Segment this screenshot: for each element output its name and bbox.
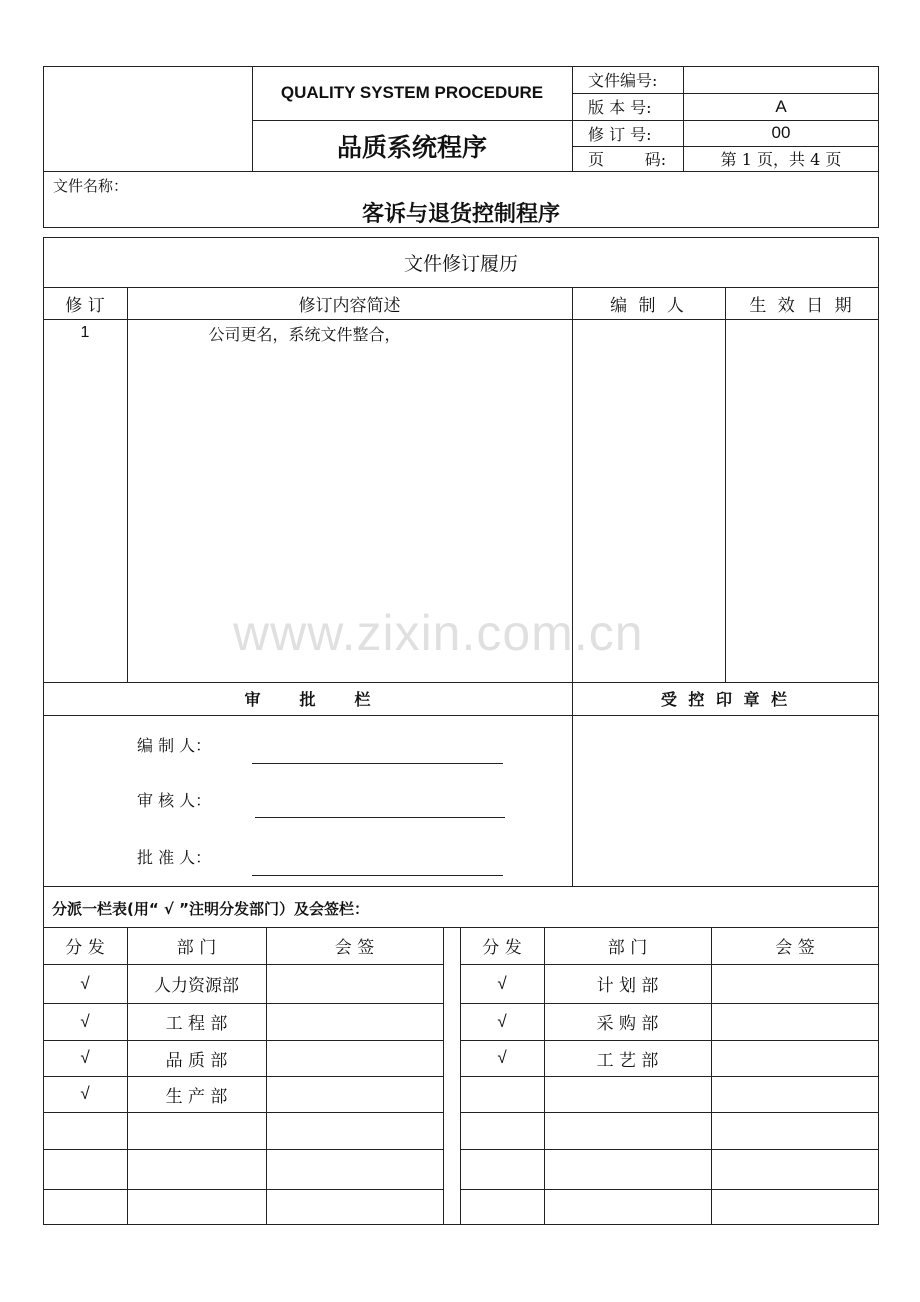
signature-line-author[interactable]	[252, 763, 503, 764]
distribution-title: 分派一栏表(用“ √ ”注明分发部门）及会签栏：	[52, 900, 370, 918]
dist-left-row-mark	[43, 1112, 127, 1149]
rev-col-line-1	[127, 287, 128, 682]
rev-row-1-desc: 公司更名，系统文件整合，	[208, 324, 401, 344]
dist-right-row-dept	[544, 1076, 711, 1112]
dist-right-row-sign[interactable]	[711, 964, 879, 1003]
title-en: QUALITY SYSTEM PROCEDURE	[280, 83, 544, 102]
doc-name-label: 文件名称：	[53, 177, 129, 195]
field-value-doc-number	[683, 66, 879, 93]
dist-right-row-dept	[544, 1112, 711, 1149]
dist-left-col-3	[443, 927, 444, 1225]
dist-right-header-dept: 部 门	[607, 938, 648, 958]
dist-left-row-dept	[127, 1149, 266, 1189]
dist-right-row-dept	[544, 1189, 711, 1225]
dist-right-row-dept: 工 艺 部	[596, 1050, 659, 1071]
dist-right-row-mark: √	[497, 1048, 507, 1067]
dist-right-row-mark: √	[497, 1011, 507, 1031]
dist-left-header-dept: 部 门	[176, 938, 217, 958]
dist-left-row-mark: √	[80, 1084, 90, 1103]
dist-right-row-sign[interactable]	[711, 1076, 879, 1112]
approval-label-approver: 批 准 人：	[137, 848, 212, 867]
dist-right-row-sign[interactable]	[711, 1189, 879, 1225]
rev-col-line-3	[725, 287, 726, 682]
rev-col-header-rev: 修 订	[65, 295, 105, 316]
title-cn: 品质系统程序	[336, 132, 487, 162]
rev-row-1-rev: 1	[80, 324, 90, 341]
field-label-doc-number: 文件编号:	[588, 71, 658, 90]
dist-left-row-mark: √	[80, 1048, 90, 1067]
dist-right-header-mark: 分 发	[482, 938, 522, 958]
approval-label-reviewer: 审 核 人：	[137, 791, 212, 810]
dist-right-row-mark	[460, 1149, 544, 1189]
dist-left-row-dept: 工 程 部	[165, 1014, 228, 1034]
field-label-version: 版 本 号:	[588, 98, 652, 117]
dist-right-row-mark	[460, 1076, 544, 1112]
dist-right-row-dept	[544, 1149, 711, 1189]
dist-left-row-dept	[127, 1112, 266, 1149]
signature-line-approver[interactable]	[252, 875, 503, 876]
dist-left-row-dept: 生 产 部	[165, 1086, 228, 1107]
doc-name: 客诉与退货控制程序	[361, 201, 560, 227]
dist-left-row-mark	[43, 1189, 127, 1225]
dist-left-header-mark: 分 发	[65, 938, 105, 958]
field-label-revision: 修 订 号:	[588, 124, 652, 144]
dist-left-row-mark: √	[80, 1011, 90, 1031]
field-value-version: A	[775, 96, 787, 116]
dist-left-row-sign[interactable]	[266, 1003, 443, 1040]
dist-right-row-sign[interactable]	[711, 1112, 879, 1149]
field-label-page: 页 码:	[588, 150, 667, 169]
rev-row-1-author	[572, 321, 725, 345]
rev-col-header-date: 生 效 日 期	[749, 295, 855, 316]
rev-col-header-author: 编 制 人	[610, 295, 687, 316]
dist-left-header-sign: 会 签	[334, 938, 375, 958]
dist-left-row-sign[interactable]	[266, 1040, 443, 1076]
rev-col-header-desc: 修订内容简述	[298, 295, 401, 316]
header-bottom-line	[43, 171, 879, 172]
dist-right-row-sign[interactable]	[711, 1040, 879, 1076]
dist-right-row-dept: 采 购 部	[596, 1014, 659, 1034]
dist-right-row-sign[interactable]	[711, 1003, 879, 1040]
signature-line-reviewer[interactable]	[255, 817, 505, 818]
approval-header-line	[43, 715, 879, 716]
dist-right-row-sign[interactable]	[711, 1149, 879, 1189]
dist-left-row-sign[interactable]	[266, 1112, 443, 1149]
revision-header-line	[43, 319, 879, 320]
approval-label-author: 编 制 人：	[137, 736, 212, 755]
dist-left-row-dept: 人力资源部	[154, 976, 239, 996]
dist-left-row-sign[interactable]	[266, 1076, 443, 1112]
dist-right-row-mark	[460, 1112, 544, 1149]
distribution-top-line	[43, 886, 879, 887]
field-value-revision: 00	[771, 123, 791, 142]
dist-left-row-sign[interactable]	[266, 1149, 443, 1189]
dist-left-row-mark: √	[80, 973, 90, 993]
dist-left-row-mark	[43, 1149, 127, 1189]
dist-right-row-dept: 计 划 部	[596, 976, 659, 996]
dist-left-row-dept: 品 质 部	[165, 1050, 228, 1071]
dist-right-header-sign: 会 签	[775, 938, 815, 958]
dist-right-row-mark: √	[497, 973, 507, 993]
field-value-page: 第 1 页，共 4 页	[720, 150, 842, 169]
rev-row-1-date	[725, 321, 879, 345]
stamp-title: 受 控 印 章 栏	[660, 690, 791, 709]
dist-left-row-sign[interactable]	[266, 964, 443, 1003]
dist-left-row-dept	[127, 1189, 266, 1225]
watermark: www.zixin.com.cn	[233, 605, 644, 661]
dist-left-row-sign[interactable]	[266, 1189, 443, 1225]
approval-title: 审 批 栏	[244, 690, 371, 709]
dist-right-row-mark	[460, 1189, 544, 1225]
revision-title: 文件修订履历	[403, 252, 518, 275]
